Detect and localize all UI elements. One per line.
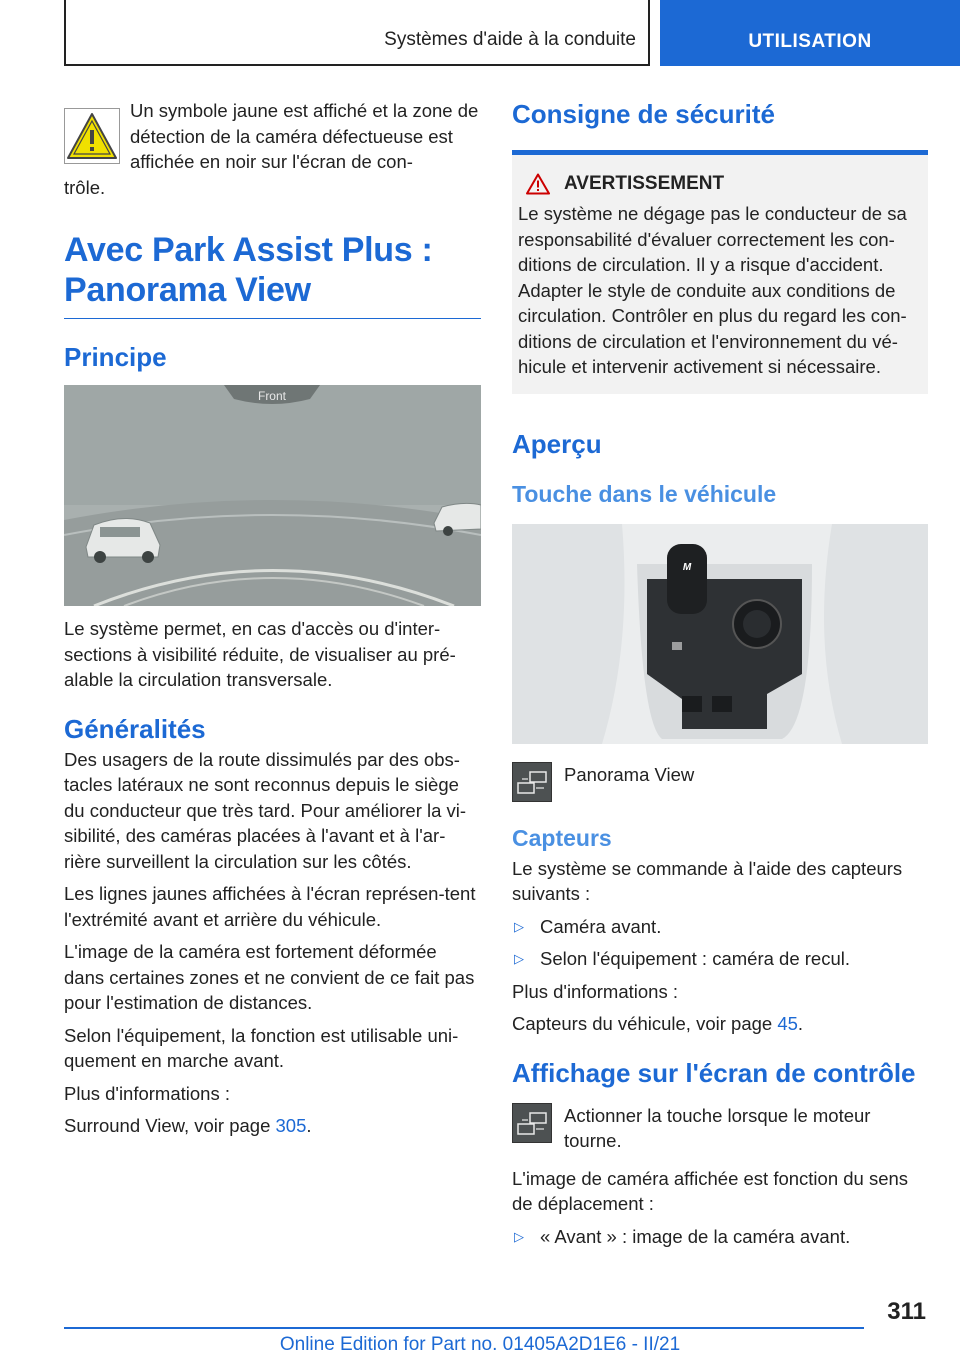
generalites-paragraph-4: Selon l'équipement, la fonction est utilisable uni‐quement en marche avant. [64,1024,459,1071]
left-column [64,98,481,1146]
panorama-view-illustration [64,385,481,606]
m-logo-icon: M [682,561,692,573]
generalites-heading: Généralités [64,713,206,744]
camera-warning-note [64,98,481,200]
capteurs-intro: Le système se commande à l'aide des capteurs suivants : [512,857,903,904]
principe-heading: Principe [64,342,167,372]
warning-icon [526,173,550,195]
panorama-button-label: Panorama View [564,763,695,785]
list-item [512,914,928,940]
page-link-305[interactable]: 305 [275,1115,307,1136]
affichage-action-text: Actionner la touche lorsque le moteur tourne. [564,1104,871,1151]
warning-text-continued: trôle. [64,176,106,198]
surround-view-reference [64,1113,481,1139]
generalites-paragraph-2: Les lignes jaunes affichées à l'écran représen‐tent l'extrémité avant et arrière du véhicule. [64,883,476,930]
reference-text: Surround View, voir page [64,1115,276,1136]
page-number: 311 [887,1298,926,1325]
warning-box [512,155,928,394]
more-info-label: Plus d'informations : [64,1082,230,1104]
panorama-view-button-icon[interactable] [512,762,552,802]
safety-heading: Consigne de sécurité [512,98,928,155]
list-item-text: Selon l'équipement : caméra de recul. [540,948,850,969]
affichage-heading: Affichage sur l'écran de contrôle [512,1057,916,1088]
apercu-heading: Aperçu [512,428,602,459]
page-link-45[interactable]: 45 [777,1013,798,1034]
capteurs-reference [512,1011,928,1037]
bullet-triangle-icon: ▷ [514,918,524,934]
affichage-paragraph: L'image de caméra affichée est fonction du sens de déplacement : [512,1167,909,1214]
warning-body: Le système ne dégage pas le conducteur de sa responsabilité d'évaluer correctement les con‐ditions de circulation. Il y a risque d'accident. Adapter le style de conduite aux conditions de circulation. Contrôler en plus du regard les con‐ditions de circulation et l'environnement du vé‐hicule et intervenir activement si nécessaire. [518,203,907,377]
capteurs-heading: Capteurs [512,824,612,851]
footer-divider [64,1327,864,1329]
reference-period: . [797,1013,804,1034]
reference-text: Capteurs du véhicule, voir page [512,1013,778,1034]
more-info-label: Plus d'informations : [512,980,678,1002]
panorama-view-button-icon[interactable] [512,1103,552,1143]
edition-footer: Online Edition for Part no. 01405A2D1E6 - II/21 [279,1334,681,1355]
generalites-paragraph-1: Des usagers de la route dissimulés par des obs‐tacles latéraux ne sont reconnus depuis le siège du conducteur que très tard. Pour améliorer la vi‐sibilité, des caméras placées à l'avant et à l'ar‐rière surveillent la circulation sur les côtés. [64,748,467,872]
section-title: Systèmes d'aide à la conduite [64,0,650,66]
generalites-paragraph-3: L'image de la caméra est fortement déformée dans certaines zones et ne convient de ce fait pas pour l'estimation de distances. [64,941,475,1013]
warning-triangle-icon [64,108,120,164]
console-image [512,524,928,744]
reference-period: . [306,1115,312,1136]
list-item [512,946,928,972]
front-camera-scene-image [64,385,481,606]
warning-text: Un symbole jaune est affiché et la zone de détection de la caméra défectueuse est affichée en noir sur l'écran de con‐ [130,100,479,172]
affichage-button-row [512,1099,928,1154]
list-item-text: « Avant » : image de la caméra avant. [540,1225,851,1247]
bullet-triangle-icon: ▷ [514,1228,524,1244]
list-item-text: Caméra avant. [540,915,662,937]
page-header [64,0,960,66]
principe-text: Le système permet, en cas d'accès ou d'inter‐sections à visibilité réduite, de visualiser au pré‐alable la circulation transversale. [64,618,456,690]
front-label: Front [257,389,287,403]
right-column [512,98,928,1256]
warning-label: AVERTISSEMENT [564,173,725,194]
car-left-icon [86,518,160,563]
panorama-button-row [512,758,928,812]
main-heading: Avec Park Assist Plus : Panorama View [64,230,481,319]
bullet-triangle-icon: ▷ [514,951,524,966]
center-console-photo [512,524,928,744]
warning-title [526,173,922,195]
touche-heading: Touche dans le véhicule [512,480,777,507]
list-item [512,1224,928,1250]
chapter-tab[interactable]: UTILISATION [660,0,960,66]
